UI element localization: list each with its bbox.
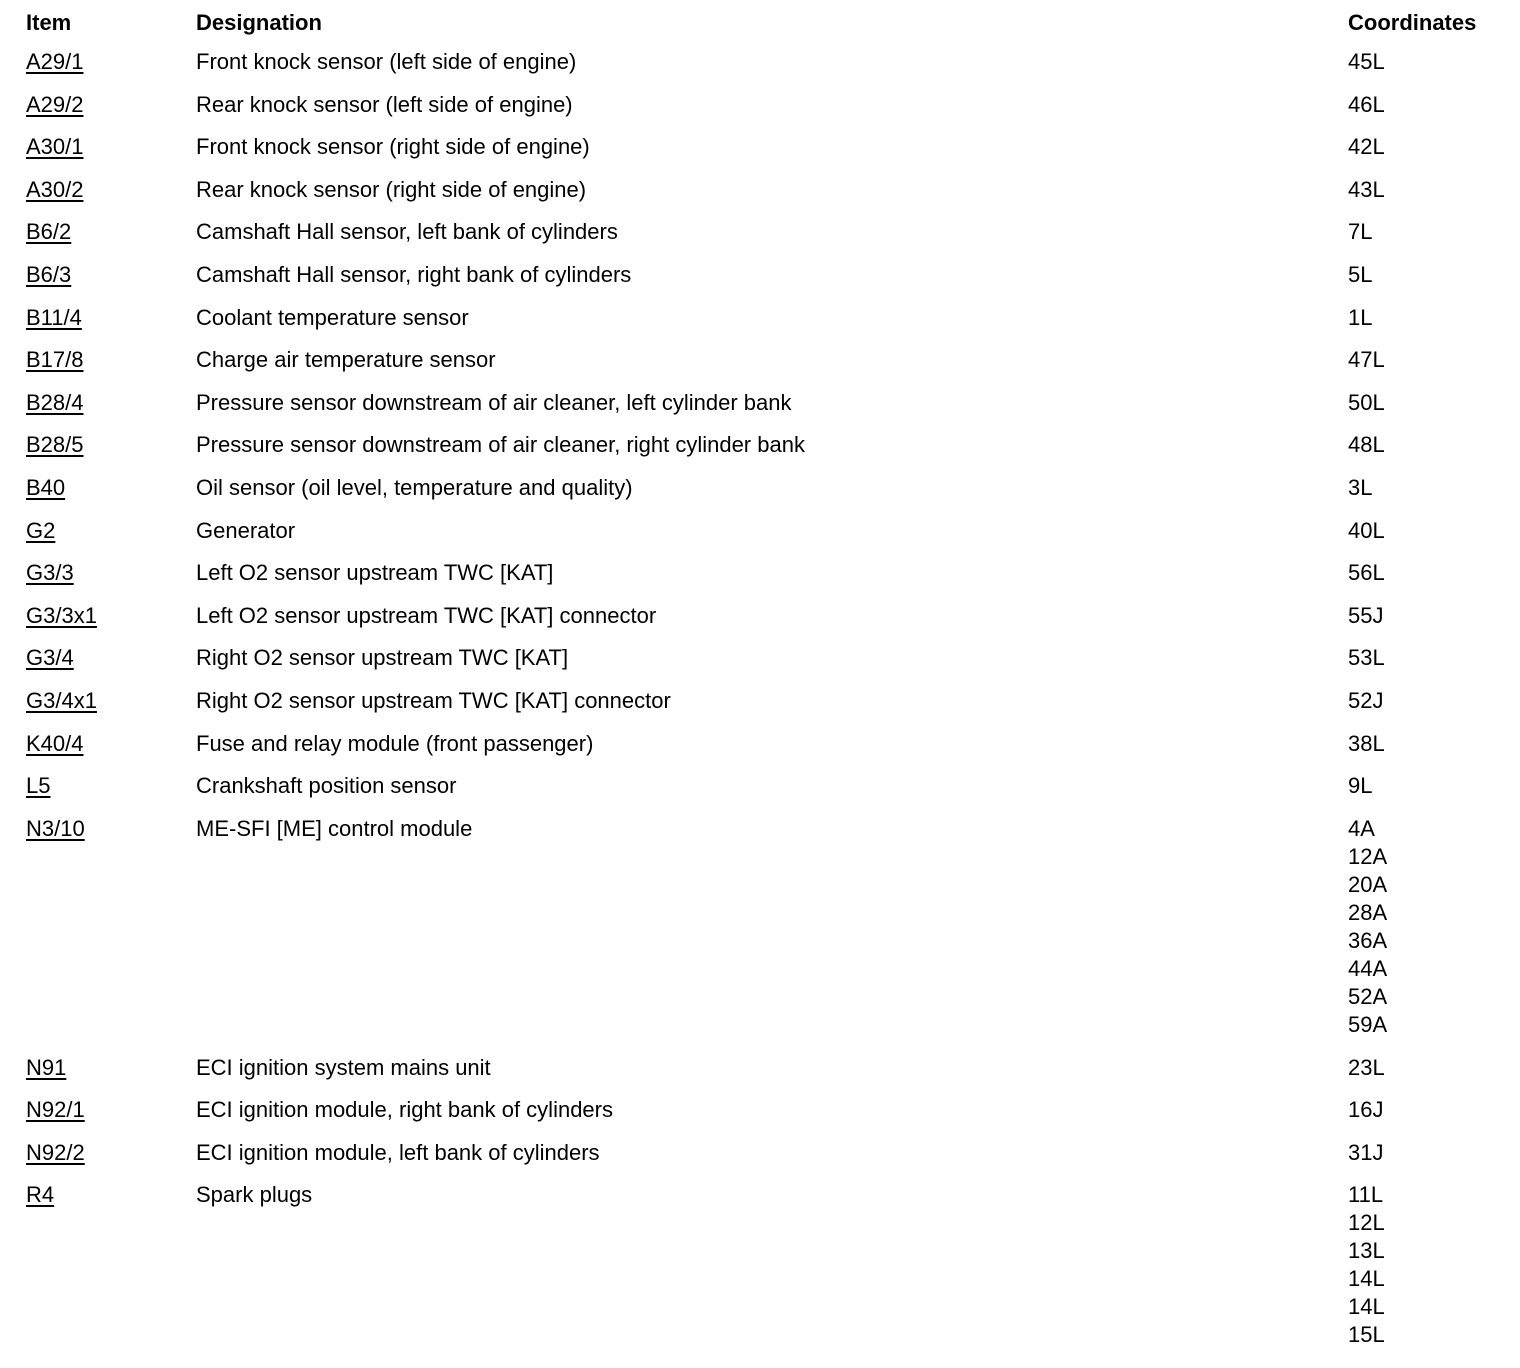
designation-text: Right O2 sensor upstream TWC [KAT] connector xyxy=(196,687,671,713)
table-row xyxy=(0,815,1520,1054)
coordinate-value: 48L xyxy=(1348,432,1385,458)
coordinate-value: 46L xyxy=(1348,91,1385,117)
coordinates-cell xyxy=(1348,133,1385,161)
item-link[interactable]: G3/3 xyxy=(26,560,74,586)
table-row xyxy=(0,304,1520,347)
table-row xyxy=(0,644,1520,687)
designation-text: ECI ignition module, left bank of cylinders xyxy=(196,1139,600,1165)
item-link[interactable]: B28/5 xyxy=(26,432,84,458)
table-row xyxy=(0,389,1520,432)
item-link[interactable]: B17/8 xyxy=(26,347,84,373)
coordinates-cell xyxy=(1348,91,1385,119)
designation-text: Oil sensor (oil level, temperature and quality) xyxy=(196,474,633,500)
coordinates-cell xyxy=(1348,1054,1385,1082)
table-row xyxy=(0,48,1520,91)
item-link[interactable]: R4 xyxy=(26,1182,55,1208)
table-row xyxy=(0,559,1520,602)
designation-text: Coolant temperature sensor xyxy=(196,304,469,330)
item-link[interactable]: B28/4 xyxy=(26,389,84,415)
coordinate-value: 55J xyxy=(1348,602,1384,628)
coordinate-value: 36A xyxy=(1348,927,1388,953)
coordinate-value: 53L xyxy=(1348,645,1385,671)
table-row xyxy=(0,176,1520,219)
designation-text: Crankshaft position sensor xyxy=(196,773,457,799)
coordinate-value: 28A xyxy=(1348,899,1388,925)
coordinates-cell xyxy=(1348,1096,1383,1124)
item-link[interactable]: G3/4 xyxy=(26,645,74,671)
coordinates-cell xyxy=(1348,772,1372,800)
table-row xyxy=(0,91,1520,134)
table-body xyxy=(0,48,1520,1364)
coordinate-value: 14L xyxy=(1348,1266,1385,1292)
item-link[interactable]: B40 xyxy=(26,474,66,500)
coordinate-value: 56L xyxy=(1348,560,1385,586)
designation-text: Camshaft Hall sensor, right bank of cylinders xyxy=(196,261,632,287)
table-row xyxy=(0,1181,1520,1364)
designation-text: Rear knock sensor (left side of engine) xyxy=(196,91,573,117)
designation-text: Pressure sensor downstream of air cleaner, left cylinder bank xyxy=(196,389,792,415)
table-row xyxy=(0,1054,1520,1097)
coordinates-cell xyxy=(1348,474,1372,502)
coordinates-cell xyxy=(1348,687,1383,715)
coordinate-value: 15L xyxy=(1348,1322,1385,1348)
coordinates-cell xyxy=(1348,389,1385,417)
coordinate-value: 44A xyxy=(1348,955,1388,981)
coordinates-cell xyxy=(1348,1181,1385,1349)
item-link[interactable]: N92/1 xyxy=(26,1097,85,1123)
coordinate-value: 52A xyxy=(1348,983,1388,1009)
table-row xyxy=(0,730,1520,773)
item-link[interactable]: N3/10 xyxy=(26,815,85,841)
coordinate-value: 52J xyxy=(1348,687,1384,713)
item-link[interactable]: A30/2 xyxy=(26,176,84,202)
coordinate-value: 42L xyxy=(1348,134,1385,160)
coordinates-cell xyxy=(1348,261,1372,289)
coordinates-cell xyxy=(1348,431,1385,459)
coordinate-value: 4A xyxy=(1348,815,1375,841)
coordinates-cell xyxy=(1348,304,1372,332)
item-link[interactable]: G3/3x1 xyxy=(26,602,97,628)
coordinates-cell xyxy=(1348,517,1385,545)
coordinates-cell xyxy=(1348,815,1387,1039)
coordinate-value: 1L xyxy=(1348,304,1373,330)
coordinate-value: 11L xyxy=(1348,1182,1384,1208)
coordinate-value: 5L xyxy=(1348,261,1373,287)
coordinate-value: 31J xyxy=(1348,1139,1384,1165)
item-link[interactable]: L5 xyxy=(26,773,51,799)
item-link[interactable]: N92/2 xyxy=(26,1139,85,1165)
coordinate-value: 38L xyxy=(1348,730,1385,756)
coordinates-cell xyxy=(1348,602,1383,630)
coordinate-value: 9L xyxy=(1348,773,1373,799)
table-row xyxy=(0,431,1520,474)
item-link[interactable]: B6/2 xyxy=(26,219,72,245)
coordinate-value: 16J xyxy=(1348,1097,1384,1123)
coordinates-cell xyxy=(1348,559,1385,587)
coordinate-value: 40L xyxy=(1348,517,1385,543)
table-row xyxy=(0,346,1520,389)
item-link[interactable]: B6/3 xyxy=(26,261,72,287)
item-link[interactable]: K40/4 xyxy=(26,730,84,756)
designation-text: Generator xyxy=(196,517,296,543)
designation-text: Spark plugs xyxy=(196,1182,313,1208)
coordinate-value: 12L xyxy=(1348,1210,1385,1236)
designation-text: Left O2 sensor upstream TWC [KAT] connector xyxy=(196,602,657,628)
designation-text: Left O2 sensor upstream TWC [KAT] xyxy=(196,560,554,586)
coordinates-cell xyxy=(1348,176,1385,204)
coordinate-value: 3L xyxy=(1348,474,1373,500)
coordinates-cell xyxy=(1348,218,1372,246)
coordinate-value: 7L xyxy=(1348,219,1373,245)
item-link[interactable]: G2 xyxy=(26,517,56,543)
designation-text: Pressure sensor downstream of air cleaner, right cylinder bank xyxy=(196,432,805,458)
coordinate-value: 45L xyxy=(1348,49,1385,74)
table-row xyxy=(0,1139,1520,1182)
coordinate-value: 47L xyxy=(1348,347,1385,373)
coordinates-cell xyxy=(1348,1139,1383,1167)
header-designation: Designation xyxy=(196,10,322,35)
table-row xyxy=(0,602,1520,645)
coordinate-value: 59A xyxy=(1348,1011,1388,1037)
coordinate-value: 12A xyxy=(1348,843,1388,869)
coordinate-value: 23L xyxy=(1348,1054,1385,1080)
designation-text: Fuse and relay module (front passenger) xyxy=(196,730,594,756)
table-row xyxy=(0,517,1520,560)
table-row xyxy=(0,133,1520,176)
table-row xyxy=(0,474,1520,517)
coordinates-cell xyxy=(1348,346,1385,374)
designation-text: Charge air temperature sensor xyxy=(196,347,496,373)
coordinate-value: 50L xyxy=(1348,389,1385,415)
designation-text: Right O2 sensor upstream TWC [KAT] xyxy=(196,645,569,671)
coordinate-value: 13L xyxy=(1348,1238,1385,1264)
item-link[interactable]: G3/4x1 xyxy=(26,687,97,713)
header-item: Item xyxy=(26,10,72,35)
designation-text: Front knock sensor (right side of engine) xyxy=(196,134,590,160)
designation-text: ECI ignition system mains unit xyxy=(196,1054,491,1080)
designation-text: Camshaft Hall sensor, left bank of cylinders xyxy=(196,219,618,245)
designation-text: Front knock sensor (left side of engine) xyxy=(196,49,577,74)
coordinates-cell xyxy=(1348,730,1385,758)
designation-text: ECI ignition module, right bank of cylinders xyxy=(196,1097,613,1123)
coordinates-cell xyxy=(1348,48,1385,76)
designation-text: ME-SFI [ME] control module xyxy=(196,815,473,841)
coordinate-value: 14L xyxy=(1348,1294,1385,1320)
table-row xyxy=(0,1096,1520,1139)
item-link[interactable]: A30/1 xyxy=(26,134,84,160)
table-row xyxy=(0,261,1520,304)
designation-text: Rear knock sensor (right side of engine) xyxy=(196,176,587,202)
item-link[interactable]: A29/1 xyxy=(26,49,84,74)
table-row xyxy=(0,687,1520,730)
coordinate-value: 43L xyxy=(1348,176,1385,202)
item-link[interactable]: N91 xyxy=(26,1054,67,1080)
table-row xyxy=(0,772,1520,815)
item-link[interactable]: B11/4 xyxy=(26,304,82,330)
table-row xyxy=(0,218,1520,261)
coordinate-value: 20A xyxy=(1348,871,1388,897)
item-link[interactable]: A29/2 xyxy=(26,91,84,117)
table-header-row xyxy=(0,0,1520,48)
header-coordinates: Coordinates xyxy=(1348,10,1477,35)
coordinates-cell xyxy=(1348,644,1385,672)
